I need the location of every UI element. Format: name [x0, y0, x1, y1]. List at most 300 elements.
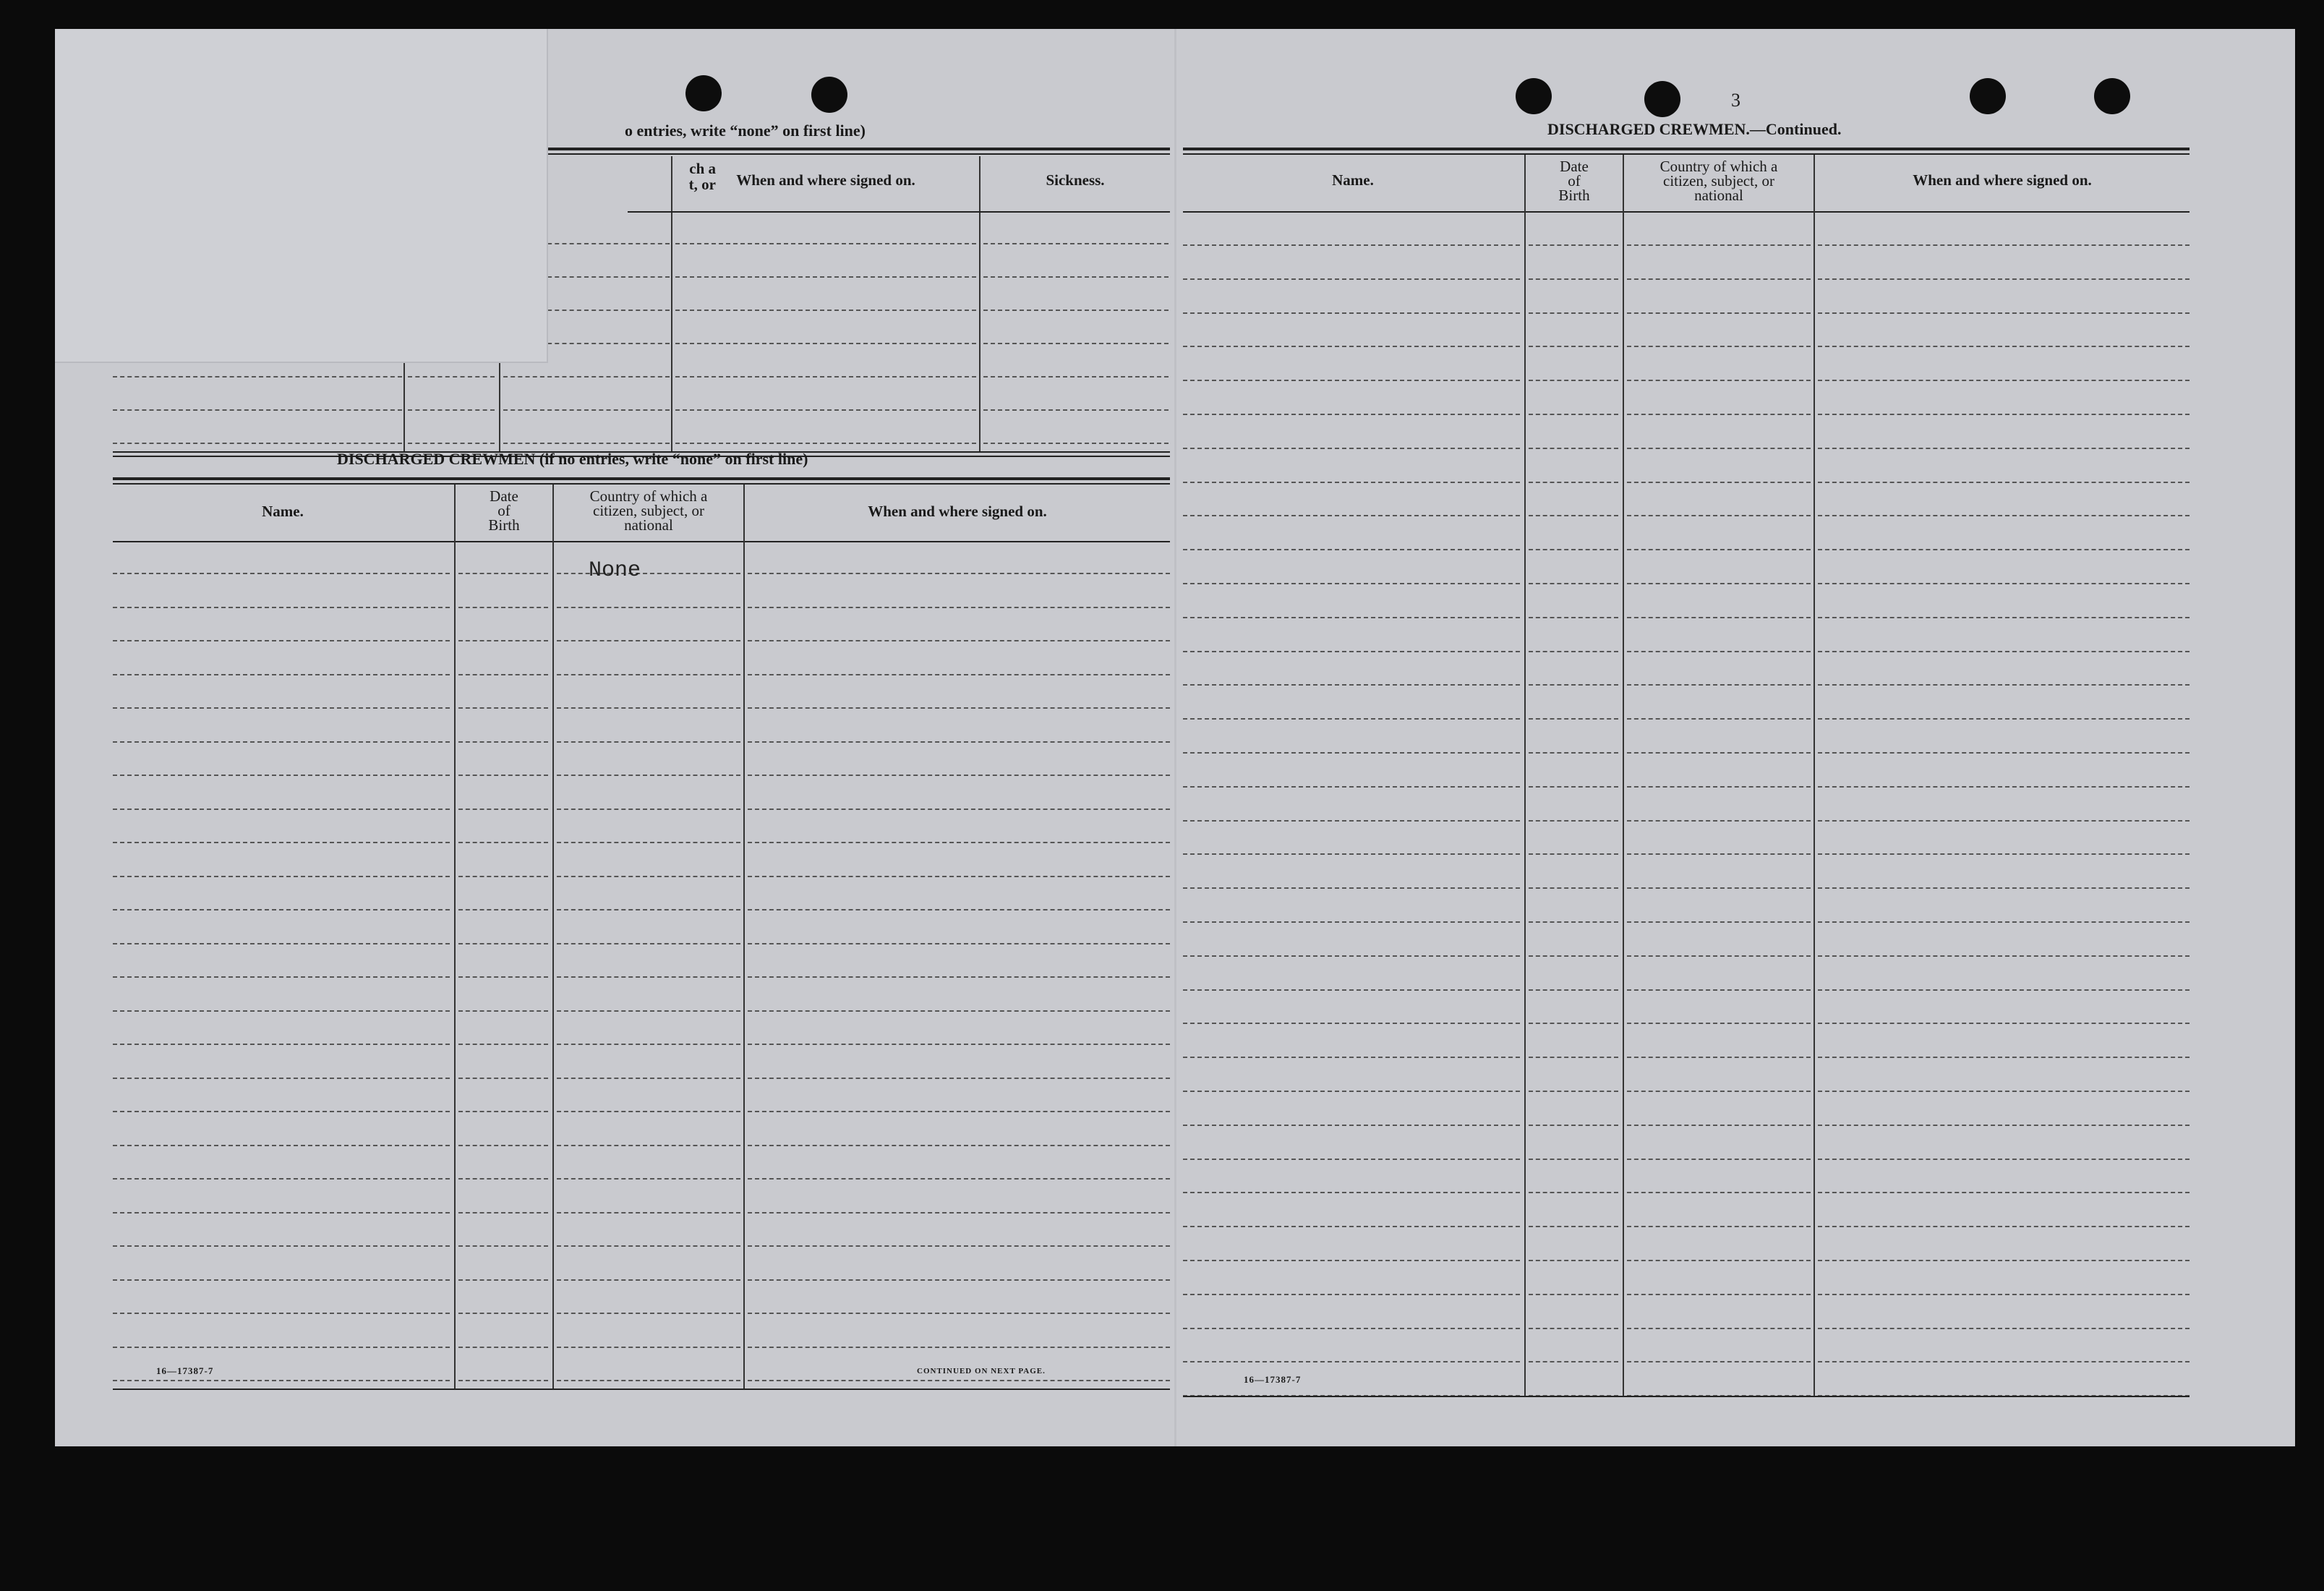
dotted-entry-line [675, 310, 976, 311]
punch-hole [811, 77, 847, 113]
dotted-entry-line [1183, 1091, 1520, 1092]
dotted-entry-line [458, 876, 548, 877]
dotted-entry-line [748, 842, 1170, 843]
right-top-rule-2 [1183, 153, 2190, 155]
dotted-entry-line [1627, 887, 1811, 889]
dotted-entry-line [1627, 989, 1811, 991]
dotted-entry-line [458, 909, 548, 910]
dotted-entry-line [1529, 786, 1618, 788]
dotted-entry-line [1627, 244, 1811, 246]
dotted-entry-line [1818, 515, 2190, 516]
col-when-signed-upper: When and where signed on. [736, 171, 915, 189]
col-divider [743, 485, 745, 1389]
dotted-entry-line [1183, 244, 1520, 246]
dotted-entry-line [1818, 887, 2190, 889]
dotted-entry-line [113, 775, 450, 776]
right-bottom-rule [1183, 1396, 2190, 1397]
col-divider [1623, 155, 1624, 1396]
dotted-entry-line [458, 1178, 548, 1180]
dotted-entry-line [748, 1145, 1170, 1146]
dotted-entry-line [1818, 617, 2190, 618]
dotted-entry-line [1183, 482, 1520, 483]
dotted-entry-line [983, 409, 1169, 411]
col-dob-line-2: of [497, 502, 510, 519]
dotted-entry-line [1627, 752, 1811, 754]
dotted-entry-line [1529, 651, 1618, 652]
dotted-entry-line [748, 1313, 1170, 1314]
dotted-entry-line [1818, 583, 2190, 584]
dotted-entry-line [1183, 414, 1520, 415]
dotted-entry-line [1627, 312, 1811, 314]
punch-hole [1970, 78, 2006, 114]
dotted-entry-line [1818, 1023, 2190, 1024]
dotted-entry-line [1529, 853, 1618, 855]
dotted-entry-line [113, 573, 450, 574]
dotted-entry-line [458, 1380, 548, 1381]
dotted-entry-line [113, 1078, 450, 1079]
dotted-entry-line [1627, 1361, 1811, 1362]
dotted-entry-line [748, 573, 1170, 574]
dotted-entry-line [1529, 752, 1618, 754]
dotted-entry-line [983, 243, 1169, 244]
dotted-entry-line [748, 1245, 1170, 1247]
dotted-entry-line [748, 876, 1170, 877]
dotted-entry-line [458, 1279, 548, 1281]
dotted-entry-line [1627, 1159, 1811, 1160]
dotted-entry-line [458, 1313, 548, 1314]
dotted-entry-line [1627, 346, 1811, 347]
dotted-entry-line [1529, 278, 1618, 280]
dotted-entry-line [113, 1145, 450, 1146]
dotted-entry-line [1183, 1361, 1520, 1362]
dotted-entry-line [748, 674, 1170, 675]
dotted-entry-line [503, 409, 670, 411]
dotted-entry-line [1627, 380, 1811, 381]
dotted-entry-line [1627, 1125, 1811, 1126]
dotted-entry-line [748, 607, 1170, 608]
dotted-entry-line [1183, 718, 1520, 720]
dotted-entry-line [1627, 414, 1811, 415]
discharged-bottom-rule [113, 1389, 1170, 1390]
dotted-entry-line [557, 909, 740, 910]
dotted-entry-line [557, 741, 740, 743]
dotted-entry-line [1529, 1159, 1618, 1160]
dotted-entry-line [1818, 1159, 2190, 1160]
dotted-entry-line [1529, 1260, 1618, 1261]
handwritten-entry: None [589, 558, 641, 583]
dotted-entry-line [1529, 1226, 1618, 1227]
dotted-entry-line [748, 909, 1170, 910]
dotted-entry-line [1183, 515, 1520, 516]
punch-hole [685, 75, 722, 111]
dotted-entry-line [1818, 1260, 2190, 1261]
dotted-entry-line [1529, 955, 1618, 957]
dotted-entry-line [458, 1078, 548, 1079]
col-country-line-2: citizen, subject, or [1663, 172, 1774, 189]
dotted-entry-line [458, 1010, 548, 1012]
dotted-entry-line [1529, 380, 1618, 381]
dotted-entry-line [1183, 853, 1520, 855]
dotted-entry-line [1818, 684, 2190, 686]
form-number-right: 16—17387-7 [1244, 1374, 1302, 1385]
punch-hole [2094, 78, 2130, 114]
dotted-entry-line [1529, 583, 1618, 584]
dotted-entry-line [1529, 887, 1618, 889]
dotted-entry-line [113, 943, 450, 944]
dotted-entry-line [748, 707, 1170, 709]
dotted-entry-line [557, 809, 740, 810]
col-country-line-2: citizen, subject, or [593, 502, 704, 519]
dotted-entry-line [748, 1044, 1170, 1045]
right-top-rule [1183, 148, 2190, 150]
col-country-line-3: national [1694, 187, 1743, 204]
dotted-entry-line [557, 674, 740, 675]
discharged-heading: DISCHARGED CREWMEN (if no entries, write “none” on first line) [337, 450, 808, 468]
dotted-entry-line [557, 775, 740, 776]
col-country-line-3: national [624, 516, 673, 534]
dotted-entry-line [1529, 1328, 1618, 1329]
dotted-entry-line [1183, 786, 1520, 788]
dotted-entry-line [1818, 718, 2190, 720]
col-dob-line-2: of [1568, 172, 1581, 189]
col-dob-line-1: Date [490, 487, 518, 505]
dotted-entry-line [1627, 515, 1811, 516]
dotted-entry-line [1627, 1260, 1811, 1261]
dotted-entry-line [748, 809, 1170, 810]
dotted-entry-line [458, 640, 548, 641]
dotted-entry-line [1529, 515, 1618, 516]
dotted-entry-line [1818, 278, 2190, 280]
dotted-entry-line [1627, 583, 1811, 584]
dotted-entry-line [557, 1044, 740, 1045]
punch-hole [1644, 81, 1680, 117]
dotted-entry-line [1529, 448, 1618, 449]
col-country-fragment-2: t, or [688, 176, 716, 193]
col-country [554, 489, 743, 532]
dotted-entry-line [1627, 482, 1811, 483]
dotted-entry-line [983, 343, 1169, 344]
dotted-entry-line [1818, 955, 2190, 957]
dotted-entry-line [1627, 1057, 1811, 1058]
dotted-entry-line [1529, 1091, 1618, 1092]
upper-vline [671, 156, 672, 451]
dotted-entry-line [675, 409, 976, 411]
dotted-entry-line [113, 1212, 450, 1213]
dotted-entry-line [1818, 549, 2190, 550]
dotted-entry-line [113, 1044, 450, 1045]
dotted-entry-line [1627, 448, 1811, 449]
dotted-entry-line [748, 640, 1170, 641]
discharged-continued-heading: DISCHARGED CREWMEN.—Continued. [1547, 120, 1842, 138]
dotted-entry-line [1183, 1260, 1520, 1261]
dotted-entry-line [1818, 752, 2190, 754]
col-divider [454, 485, 456, 1389]
dotted-entry-line [983, 443, 1169, 444]
dotted-entry-line [1627, 617, 1811, 618]
dotted-entry-line [557, 1313, 740, 1314]
dotted-entry-line [1529, 346, 1618, 347]
dotted-entry-line [1627, 278, 1811, 280]
dotted-entry-line [748, 943, 1170, 944]
dotted-entry-line [983, 376, 1169, 378]
dotted-entry-line [113, 376, 402, 378]
dotted-entry-line [1627, 1091, 1811, 1092]
col-when-signed: When and where signed on. [1913, 171, 2092, 189]
dotted-entry-line [1529, 1125, 1618, 1126]
dotted-entry-line [1183, 1125, 1520, 1126]
dotted-entry-line [1183, 921, 1520, 923]
dotted-entry-line [1529, 312, 1618, 314]
dotted-entry-line [1627, 1226, 1811, 1227]
dotted-entry-line [113, 607, 450, 608]
dotted-entry-line [1529, 414, 1618, 415]
dotted-entry-line [458, 976, 548, 978]
dotted-entry-line [557, 607, 740, 608]
dotted-entry-line [458, 573, 548, 574]
dotted-entry-line [458, 809, 548, 810]
dotted-entry-line [675, 243, 976, 244]
right-header-rule [1183, 211, 2190, 213]
dotted-entry-line [1627, 1328, 1811, 1329]
dotted-entry-line [1818, 448, 2190, 449]
dotted-entry-line [1818, 346, 2190, 347]
dotted-entry-line [1818, 1328, 2190, 1329]
dotted-entry-line [675, 343, 976, 344]
dotted-entry-line [113, 1347, 450, 1348]
discharged-top-rule [113, 477, 1170, 480]
dotted-entry-line [1183, 583, 1520, 584]
upper-header-rule [628, 211, 1170, 213]
dotted-entry-line [113, 1313, 450, 1314]
dotted-entry-line [557, 842, 740, 843]
dotted-entry-line [1529, 989, 1618, 991]
dotted-entry-line [458, 1111, 548, 1112]
col-divider [552, 485, 554, 1389]
dotted-entry-line [458, 842, 548, 843]
dotted-entry-line [1183, 752, 1520, 754]
dotted-entry-line [557, 707, 740, 709]
dotted-entry-line [1183, 820, 1520, 822]
dotted-entry-line [1818, 786, 2190, 788]
dotted-entry-line [1529, 1361, 1618, 1362]
left-page [55, 29, 1176, 1446]
discharged-header-rule [113, 541, 1170, 542]
dotted-entry-line [557, 1245, 740, 1247]
dotted-entry-line [113, 1111, 450, 1112]
dotted-entry-line [557, 573, 740, 574]
document-sheet [55, 29, 2295, 1446]
dotted-entry-line [1529, 718, 1618, 720]
dotted-entry-line [458, 1347, 548, 1348]
dotted-entry-line [748, 1347, 1170, 1348]
dotted-entry-line [983, 276, 1169, 278]
dotted-entry-line [1183, 549, 1520, 550]
dotted-entry-line [1818, 380, 2190, 381]
dotted-entry-line [1183, 448, 1520, 449]
punch-hole [1516, 78, 1552, 114]
dotted-entry-line [113, 1010, 450, 1012]
dotted-entry-line [1627, 820, 1811, 822]
dotted-entry-line [1818, 853, 2190, 855]
dotted-entry-line [1627, 921, 1811, 923]
dotted-entry-line [458, 607, 548, 608]
right-page [1176, 29, 2295, 1446]
dotted-entry-line [1183, 887, 1520, 889]
dotted-entry-line [1627, 786, 1811, 788]
dotted-entry-line [1818, 651, 2190, 652]
dotted-entry-line [1818, 921, 2190, 923]
col-divider [1814, 155, 1815, 1396]
dotted-entry-line [1183, 1023, 1520, 1024]
dotted-entry-line [1529, 1023, 1618, 1024]
col-dob-line-3: Birth [488, 516, 520, 534]
col-date-of-birth [456, 489, 552, 532]
dotted-entry-line [1529, 617, 1618, 618]
dotted-entry-line [748, 741, 1170, 743]
dotted-entry-line [557, 1279, 740, 1281]
col-name: Name. [262, 503, 304, 520]
overlay-slip [55, 29, 548, 363]
col-dob-line-3: Birth [1558, 187, 1590, 204]
dotted-entry-line [113, 741, 450, 743]
dotted-entry-line [748, 1380, 1170, 1381]
col-dob-line-1: Date [1560, 158, 1589, 175]
dotted-entry-line [113, 809, 450, 810]
dotted-entry-line [557, 640, 740, 641]
dotted-entry-line [748, 1111, 1170, 1112]
dotted-entry-line [458, 775, 548, 776]
dotted-entry-line [1529, 1057, 1618, 1058]
dotted-entry-line [113, 409, 402, 411]
dotted-entry-line [1627, 1023, 1811, 1024]
dotted-entry-line [1183, 651, 1520, 652]
col-divider [1524, 155, 1526, 1396]
dotted-entry-line [1183, 684, 1520, 686]
dotted-entry-line [408, 409, 495, 411]
dotted-entry-line [1529, 1192, 1618, 1193]
dotted-entry-line [748, 1279, 1170, 1281]
dotted-entry-line [1183, 955, 1520, 957]
dotted-entry-line [458, 943, 548, 944]
dotted-entry-line [113, 1279, 450, 1281]
dotted-entry-line [748, 976, 1170, 978]
dotted-entry-line [408, 443, 495, 444]
dotted-entry-line [458, 1044, 548, 1045]
upper-table-heading: o entries, write “none” on first line) [625, 121, 866, 140]
dotted-entry-line [1529, 549, 1618, 550]
dotted-entry-line [557, 1380, 740, 1381]
dotted-entry-line [1627, 549, 1811, 550]
dotted-entry-line [748, 1178, 1170, 1180]
dotted-entry-line [1183, 346, 1520, 347]
col-country-fragment-1: ch a [689, 160, 716, 177]
dotted-entry-line [503, 443, 670, 444]
dotted-entry-line [1529, 1294, 1618, 1295]
dotted-entry-line [1183, 617, 1520, 618]
dotted-entry-line [557, 976, 740, 978]
dotted-entry-line [1818, 414, 2190, 415]
dotted-entry-line [675, 276, 976, 278]
dotted-entry-line [1529, 684, 1618, 686]
dotted-entry-line [503, 376, 670, 378]
dotted-entry-line [1627, 853, 1811, 855]
col-country [1624, 159, 1814, 202]
dotted-entry-line [113, 1178, 450, 1180]
dotted-entry-line [1818, 1226, 2190, 1227]
dotted-entry-line [1818, 820, 2190, 822]
dotted-entry-line [1529, 244, 1618, 246]
dotted-entry-line [113, 976, 450, 978]
dotted-entry-line [458, 674, 548, 675]
discharged-top-rule-2 [113, 483, 1170, 485]
dotted-entry-line [1627, 955, 1811, 957]
form-number-left: 16—17387-7 [156, 1365, 214, 1376]
dotted-entry-line [1818, 1091, 2190, 1092]
dotted-entry-line [557, 1347, 740, 1348]
col-when-signed: When and where signed on. [868, 503, 1047, 520]
dotted-entry-line [557, 1212, 740, 1213]
dotted-entry-line [113, 674, 450, 675]
dotted-entry-line [1627, 718, 1811, 720]
dotted-entry-line [557, 1078, 740, 1079]
dotted-entry-line [675, 443, 976, 444]
dotted-entry-line [458, 707, 548, 709]
dotted-entry-line [557, 1145, 740, 1146]
dotted-entry-line [458, 1212, 548, 1213]
dotted-entry-line [113, 876, 450, 877]
dotted-entry-line [113, 443, 402, 444]
col-country-line-1: Country of which a [589, 487, 708, 505]
dotted-entry-line [1818, 1057, 2190, 1058]
dotted-entry-line [1818, 244, 2190, 246]
dotted-entry-line [113, 842, 450, 843]
dotted-entry-line [983, 310, 1169, 311]
col-name: Name. [1332, 171, 1374, 189]
dotted-entry-line [1627, 651, 1811, 652]
dotted-entry-line [1818, 482, 2190, 483]
col-country-line-1: Country of which a [1659, 158, 1778, 175]
dotted-entry-line [1818, 1192, 2190, 1193]
dotted-entry-line [1818, 989, 2190, 991]
dotted-entry-line [1818, 1294, 2190, 1295]
dotted-entry-line [1183, 278, 1520, 280]
dotted-entry-line [1183, 1192, 1520, 1193]
dotted-entry-line [1627, 1192, 1811, 1193]
dotted-entry-line [113, 1245, 450, 1247]
dotted-entry-line [675, 376, 976, 378]
dotted-entry-line [113, 640, 450, 641]
dotted-entry-line [748, 775, 1170, 776]
dotted-entry-line [113, 707, 450, 709]
dotted-entry-line [458, 1145, 548, 1146]
dotted-entry-line [1183, 1294, 1520, 1295]
dotted-entry-line [1818, 312, 2190, 314]
dotted-entry-line [557, 1111, 740, 1112]
dotted-entry-line [557, 876, 740, 877]
continued-note: CONTINUED ON NEXT PAGE. [917, 1367, 1046, 1375]
dotted-entry-line [557, 943, 740, 944]
dotted-entry-line [458, 1245, 548, 1247]
dotted-entry-line [1818, 1125, 2190, 1126]
dotted-entry-line [1529, 820, 1618, 822]
dotted-entry-line [113, 909, 450, 910]
upper-vline [979, 156, 981, 451]
dotted-entry-line [1183, 1226, 1520, 1227]
dotted-entry-line [1183, 989, 1520, 991]
col-date-of-birth [1526, 159, 1623, 202]
dotted-entry-line [1183, 1057, 1520, 1058]
dotted-entry-line [748, 1212, 1170, 1213]
